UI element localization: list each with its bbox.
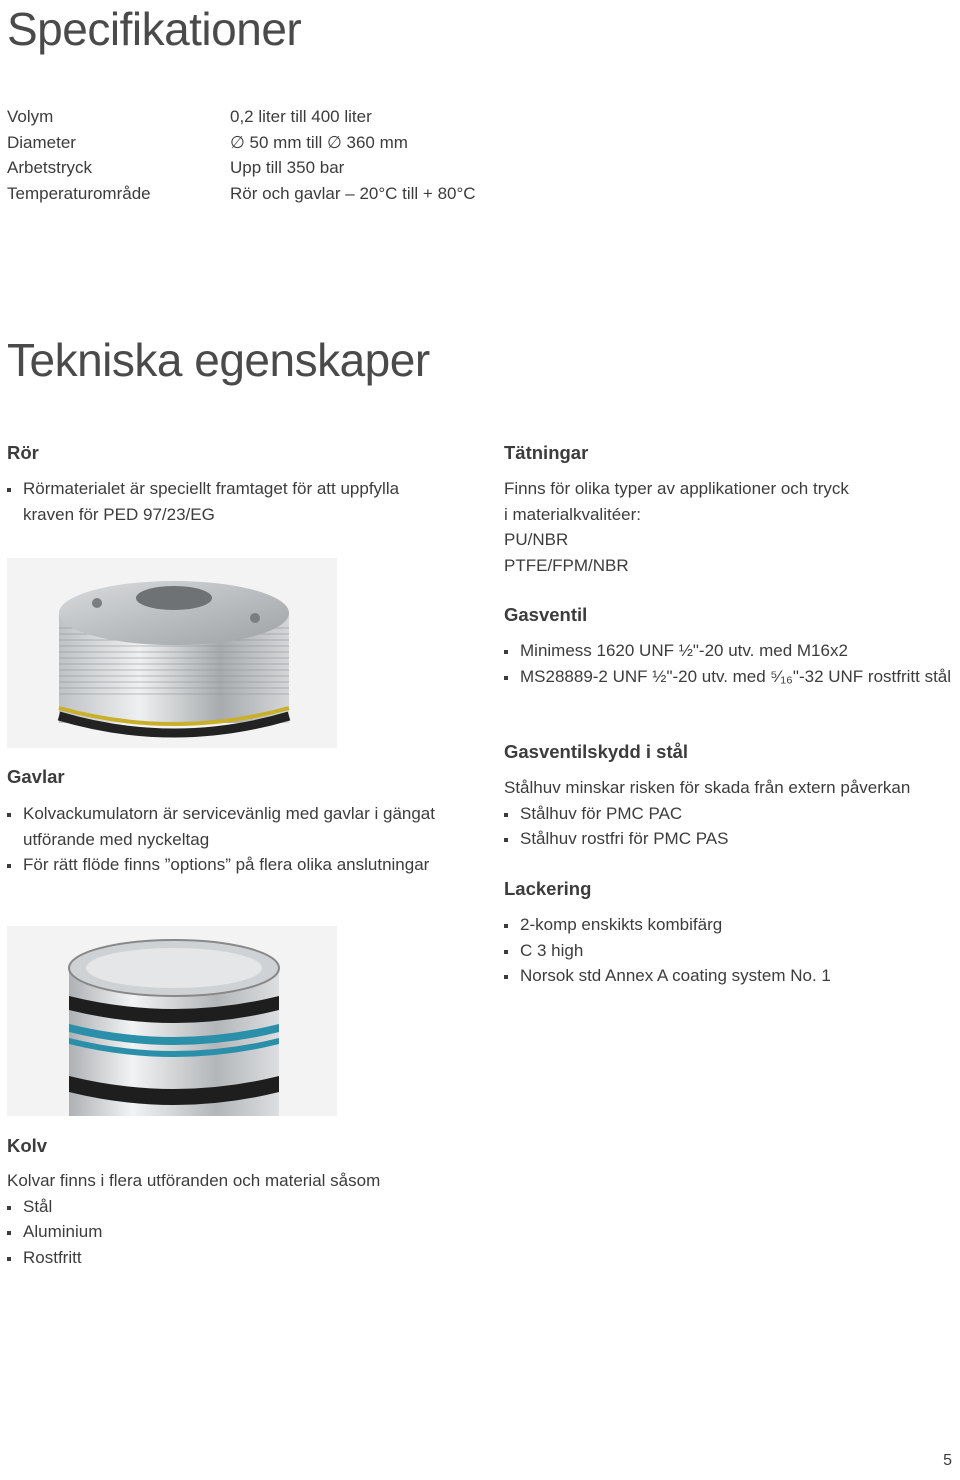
heading-kolv: Kolv (7, 1135, 48, 1156)
text-line: PU/NBR (504, 530, 569, 549)
tatningar-block (504, 476, 954, 578)
spec-label: Diameter (7, 132, 76, 152)
list-item: Kolvackumulatorn är servicevänlig med gavlar i gängat utförande med nyckeltag (7, 801, 467, 852)
lackering-block (504, 912, 956, 989)
heading-gasventil: Gasventil (504, 604, 588, 625)
heading-gasventilskydd: Gasventilskydd i stål (504, 741, 689, 762)
list-item: Minimess 1620 UNF ½"-20 utv. med M16x2 (504, 638, 956, 664)
list-item: Norsok std Annex A coating system No. 1 (504, 963, 956, 989)
gavel-photo (7, 558, 337, 748)
text-line: i materialkvalitéer: (504, 504, 641, 524)
gasventilskydd-intro: Stålhuv minskar risken för skada från extern påverkan (504, 778, 911, 797)
spec-value: Rör och gavlar – 20°C till + 80°C (230, 183, 476, 203)
page-number: 5 (943, 1452, 952, 1469)
list-item: För rätt flöde finns ”options” på flera olika anslutningar (7, 852, 467, 878)
heading-lackering: Lackering (504, 878, 592, 899)
gasventilskydd-block (504, 775, 956, 852)
spec-row (7, 104, 607, 130)
spec-value: Upp till 350 bar (230, 158, 345, 177)
list-item: Stålhuv för PMC PAC (504, 801, 956, 827)
list-item: 2-komp enskikts kombifärg (504, 912, 956, 938)
gavlar-block (7, 801, 467, 878)
list-item: Stål (7, 1194, 467, 1220)
list-item: C 3 high (504, 938, 956, 964)
spec-table (7, 104, 607, 206)
spec-label: Volym (7, 107, 54, 126)
list-item: Aluminium (7, 1219, 467, 1245)
text-line: Finns för olika typer av applikationer och tryck (504, 479, 849, 498)
ror-block (7, 476, 447, 527)
spec-row (7, 130, 607, 156)
heading-ror: Rör (7, 442, 39, 463)
spec-label: Arbetstryck (7, 158, 93, 177)
kolv-intro: Kolvar finns i flera utföranden och material såsom (7, 1171, 381, 1190)
kolv-photo (7, 926, 337, 1116)
section-title-tekniska: Tekniska egenskaper (7, 334, 430, 386)
list-item: Rostfritt (7, 1245, 467, 1271)
spec-label: Temperaturområde (7, 183, 151, 203)
spec-row (7, 181, 607, 207)
list-item: Rörmaterialet är speciellt framtaget för att uppfylla kraven för PED 97/23/EG (7, 476, 447, 527)
spec-value: ∅ 50 mm till ∅ 360 mm (230, 132, 408, 152)
list-item: MS28889-2 UNF ½"-20 utv. med ⁵⁄₁₆"-32 UNF rostfritt stål (504, 664, 956, 690)
spec-value: 0,2 liter till 400 liter (230, 107, 372, 126)
spec-row (7, 155, 607, 181)
list-item: Stålhuv rostfri för PMC PAS (504, 826, 956, 852)
heading-gavlar: Gavlar (7, 766, 65, 787)
heading-tatningar: Tätningar (504, 442, 589, 463)
text-line: PTFE/FPM/NBR (504, 555, 629, 575)
page-title: Specifikationer (7, 3, 302, 55)
kolv-block (7, 1168, 467, 1270)
gasventil-block (504, 638, 956, 689)
